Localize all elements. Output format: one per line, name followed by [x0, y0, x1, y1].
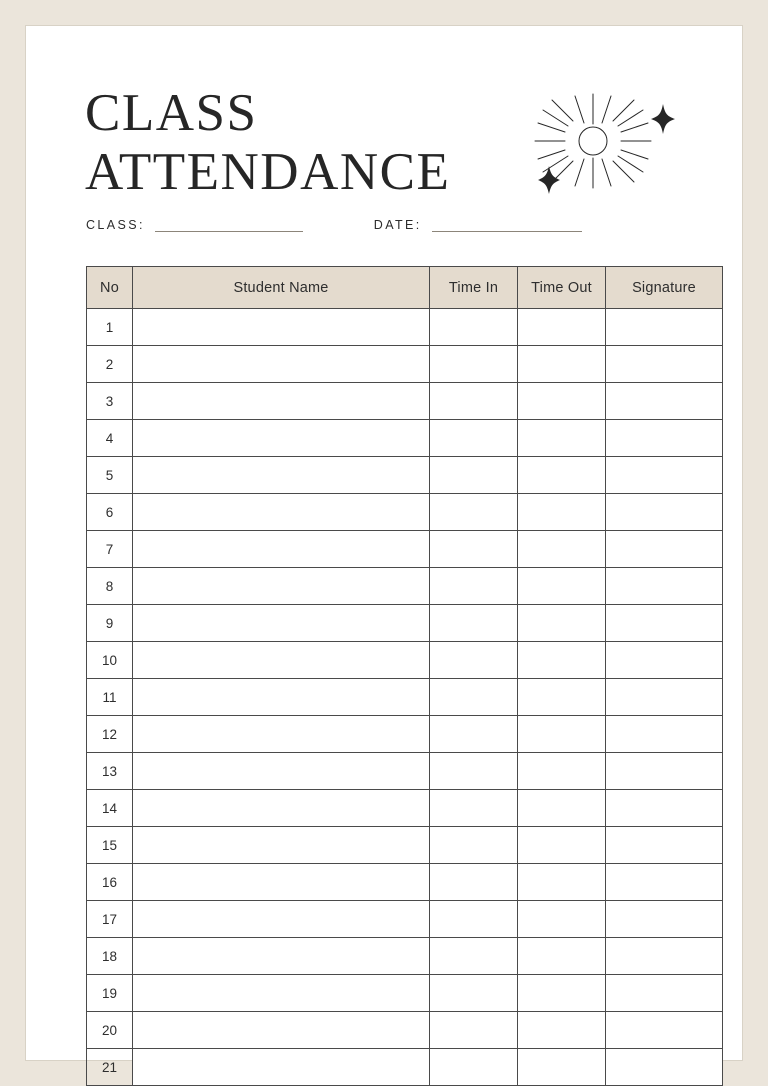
starburst-icon	[505, 76, 685, 206]
row-number: 21	[87, 1049, 133, 1086]
cell-signature[interactable]	[606, 864, 723, 901]
cell-student-name[interactable]	[133, 1012, 430, 1049]
cell-signature[interactable]	[606, 605, 723, 642]
cell-time-in[interactable]	[430, 716, 518, 753]
row-number: 16	[87, 864, 133, 901]
date-label: DATE:	[373, 218, 422, 232]
cell-signature[interactable]	[606, 642, 723, 679]
table-row	[87, 494, 723, 531]
row-number: 15	[87, 827, 133, 864]
cell-student-name[interactable]	[133, 309, 430, 346]
table-row	[87, 790, 723, 827]
class-field[interactable]	[86, 218, 303, 232]
table-row	[87, 753, 723, 790]
cell-student-name[interactable]	[133, 642, 430, 679]
cell-student-name[interactable]	[133, 827, 430, 864]
cell-time-out[interactable]	[518, 383, 606, 420]
table-row	[87, 309, 723, 346]
cell-time-out[interactable]	[518, 531, 606, 568]
cell-signature[interactable]	[606, 1012, 723, 1049]
sheet-header	[59, 56, 709, 206]
cell-signature[interactable]	[606, 827, 723, 864]
table-head	[87, 267, 723, 309]
row-number: 10	[87, 642, 133, 679]
column-header-time-out: Time Out	[518, 267, 606, 309]
cell-time-in[interactable]	[430, 938, 518, 975]
cell-signature[interactable]	[606, 753, 723, 790]
cell-signature[interactable]	[606, 716, 723, 753]
cell-time-out[interactable]	[518, 790, 606, 827]
class-label: CLASS:	[86, 218, 145, 232]
cell-time-in[interactable]	[430, 864, 518, 901]
cell-signature[interactable]	[606, 383, 723, 420]
cell-student-name[interactable]	[133, 790, 430, 827]
table-row	[87, 901, 723, 938]
cell-signature[interactable]	[606, 420, 723, 457]
cell-time-out[interactable]	[518, 864, 606, 901]
cell-student-name[interactable]	[133, 457, 430, 494]
sheet-content	[59, 56, 709, 1075]
cell-time-in[interactable]	[430, 531, 518, 568]
cell-student-name[interactable]	[133, 531, 430, 568]
cell-time-in[interactable]	[430, 420, 518, 457]
row-number: 11	[87, 679, 133, 716]
cell-time-out[interactable]	[518, 309, 606, 346]
row-number: 12	[87, 716, 133, 753]
cell-student-name[interactable]	[133, 346, 430, 383]
cell-time-out[interactable]	[518, 716, 606, 753]
date-input-line[interactable]	[432, 218, 582, 232]
cell-time-in[interactable]	[430, 975, 518, 1012]
cell-time-out[interactable]	[518, 605, 606, 642]
row-number: 5	[87, 457, 133, 494]
cell-time-in[interactable]	[430, 457, 518, 494]
cell-time-out[interactable]	[518, 568, 606, 605]
cell-signature[interactable]	[606, 975, 723, 1012]
row-number: 14	[87, 790, 133, 827]
page-title-line-2: ATTENDANCE	[85, 143, 451, 202]
table-row	[87, 531, 723, 568]
row-number: 6	[87, 494, 133, 531]
meta-row	[59, 214, 709, 256]
cell-time-in[interactable]	[430, 568, 518, 605]
attendance-table	[86, 266, 723, 1086]
cell-student-name[interactable]	[133, 420, 430, 457]
cell-student-name[interactable]	[133, 716, 430, 753]
row-number: 9	[87, 605, 133, 642]
cell-student-name[interactable]	[133, 679, 430, 716]
cell-signature[interactable]	[606, 309, 723, 346]
cell-signature[interactable]	[606, 531, 723, 568]
row-number: 7	[87, 531, 133, 568]
cell-time-out[interactable]	[518, 494, 606, 531]
cell-time-out[interactable]	[518, 938, 606, 975]
table-row	[87, 864, 723, 901]
table-row	[87, 420, 723, 457]
cell-signature[interactable]	[606, 679, 723, 716]
cell-time-out[interactable]	[518, 753, 606, 790]
cell-signature[interactable]	[606, 1049, 723, 1086]
cell-student-name[interactable]	[133, 975, 430, 1012]
table-row	[87, 383, 723, 420]
cell-student-name[interactable]	[133, 864, 430, 901]
cell-time-in[interactable]	[430, 309, 518, 346]
cell-signature[interactable]	[606, 568, 723, 605]
cell-time-out[interactable]	[518, 457, 606, 494]
cell-time-in[interactable]	[430, 642, 518, 679]
cell-time-out[interactable]	[518, 420, 606, 457]
cell-student-name[interactable]	[133, 605, 430, 642]
row-number: 8	[87, 568, 133, 605]
column-header-student-name: Student Name	[133, 267, 430, 309]
table-row	[87, 938, 723, 975]
cell-time-out[interactable]	[518, 679, 606, 716]
cell-time-out[interactable]	[518, 901, 606, 938]
table-row	[87, 716, 723, 753]
cell-signature[interactable]	[606, 457, 723, 494]
cell-signature[interactable]	[606, 938, 723, 975]
table-row	[87, 827, 723, 864]
page-title	[85, 84, 450, 203]
cell-time-out[interactable]	[518, 827, 606, 864]
row-number: 20	[87, 1012, 133, 1049]
cell-time-in[interactable]	[430, 346, 518, 383]
attendance-sheet	[25, 25, 743, 1075]
table-row	[87, 605, 723, 642]
table-header-row	[87, 267, 723, 309]
cell-time-out[interactable]	[518, 1049, 606, 1086]
table-row	[87, 975, 723, 1012]
cell-student-name[interactable]	[133, 494, 430, 531]
cell-signature[interactable]	[606, 346, 723, 383]
cell-student-name[interactable]	[133, 568, 430, 605]
cell-signature[interactable]	[606, 790, 723, 827]
table-body	[87, 309, 723, 1086]
attendance-table-wrapper	[59, 266, 709, 1086]
cell-time-in[interactable]	[430, 901, 518, 938]
table-row	[87, 679, 723, 716]
cell-student-name[interactable]	[133, 938, 430, 975]
table-row	[87, 1012, 723, 1049]
cell-student-name[interactable]	[133, 753, 430, 790]
cell-time-out[interactable]	[518, 975, 606, 1012]
cell-time-in[interactable]	[430, 1012, 518, 1049]
table-row	[87, 457, 723, 494]
column-header-no: No	[87, 267, 133, 309]
cell-time-in[interactable]	[430, 383, 518, 420]
table-row	[87, 568, 723, 605]
cell-student-name[interactable]	[133, 1049, 430, 1086]
row-number: 13	[87, 753, 133, 790]
cell-student-name[interactable]	[133, 383, 430, 420]
table-row	[87, 346, 723, 383]
cell-time-in[interactable]	[430, 827, 518, 864]
class-input-line[interactable]	[155, 218, 303, 232]
cell-time-out[interactable]	[518, 642, 606, 679]
row-number: 17	[87, 901, 133, 938]
row-number: 19	[87, 975, 133, 1012]
cell-time-out[interactable]	[518, 346, 606, 383]
column-header-signature: Signature	[606, 267, 723, 309]
row-number: 4	[87, 420, 133, 457]
cell-time-in[interactable]	[430, 679, 518, 716]
row-number: 1	[87, 309, 133, 346]
column-header-time-in: Time In	[430, 267, 518, 309]
cell-signature[interactable]	[606, 494, 723, 531]
row-number: 18	[87, 938, 133, 975]
cell-time-in[interactable]	[430, 605, 518, 642]
cell-time-in[interactable]	[430, 753, 518, 790]
row-number: 3	[87, 383, 133, 420]
cell-time-in[interactable]	[430, 494, 518, 531]
row-number: 2	[87, 346, 133, 383]
cell-time-out[interactable]	[518, 1012, 606, 1049]
date-field[interactable]	[374, 218, 582, 232]
table-row	[87, 1049, 723, 1086]
cell-time-in[interactable]	[430, 790, 518, 827]
cell-time-in[interactable]	[430, 1049, 518, 1086]
cell-signature[interactable]	[606, 901, 723, 938]
table-row	[87, 642, 723, 679]
cell-student-name[interactable]	[133, 901, 430, 938]
page-title-line-1: CLASS	[85, 84, 258, 142]
